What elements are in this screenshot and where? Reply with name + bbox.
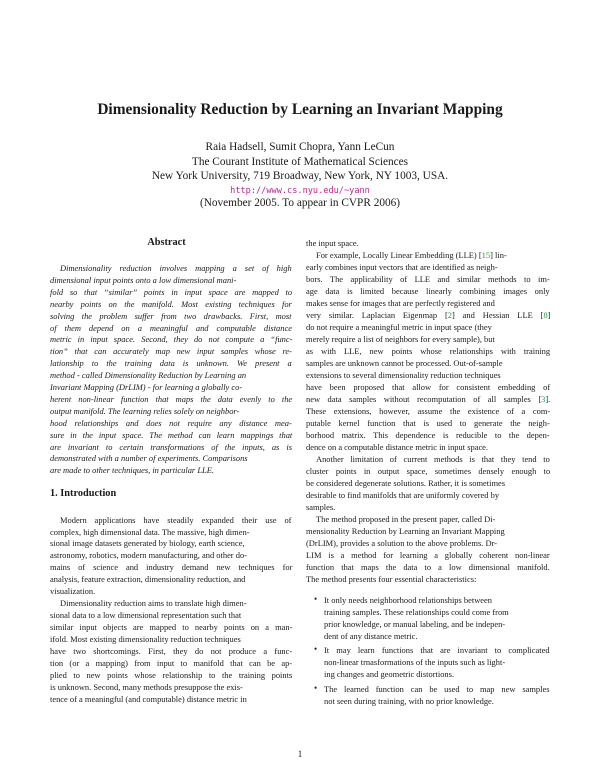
right-line: cluster points in output space, sometimes densely enough to bbox=[306, 466, 551, 476]
abstract-line: tion” that can accurately map new input samples whose re- bbox=[50, 346, 292, 357]
intro-line: have two shortcomings. First, they do not produce a func- bbox=[50, 646, 293, 656]
citation-bracket: ] bbox=[547, 310, 551, 320]
right-line: very similar. Laplacian Eigenmap [2] and Hessian LLE [8] bbox=[306, 310, 551, 320]
right-line: have been proposed that allow for consistent embedding of bbox=[306, 382, 551, 392]
right-line: mensionality Reduction by Learning an Invariant Mapping bbox=[306, 526, 505, 536]
intro-line: tence of a meaningful (and computable) distance metric in bbox=[50, 694, 247, 704]
abstract-line: are invariant to certain transformations of the inputs, as is bbox=[50, 441, 292, 452]
bullet-line: prior knowledge, or manual labeling, and be indepen- bbox=[324, 619, 506, 629]
right-line: LIM is a method for learning a globally coherent non-linear bbox=[306, 550, 550, 560]
intro-line: similar input objects are mapped to nearby points on a man- bbox=[50, 622, 293, 632]
intro-line: is unknown. Second, many methods presuppose the exis- bbox=[50, 682, 243, 692]
abstract-line: output manifold. The learning relies solely on neighbor- bbox=[50, 405, 240, 416]
author-names: Raia Hadsell, Sumit Chopra, Yann LeCun bbox=[205, 141, 395, 153]
intro-line: plied to new points whose relationship to the training points bbox=[50, 670, 293, 680]
abstract-line: lationship to the training data is unknown. We present a bbox=[50, 358, 292, 369]
intro-line: astronomy, robotics, modern manufacturing, and other do- bbox=[50, 550, 247, 560]
right-line: These extensions, however, assume the existence of a com- bbox=[306, 406, 551, 416]
citation-bracket: ]. bbox=[545, 394, 551, 404]
bullet-marker: • bbox=[314, 683, 318, 693]
right-line: the input space. bbox=[306, 238, 359, 248]
intro-line: mains of science and industry demand new techniques for bbox=[50, 562, 293, 572]
citation-link: 3 bbox=[541, 394, 546, 404]
citation-link: 8 bbox=[543, 310, 548, 320]
right-line: samples. bbox=[306, 502, 336, 512]
citation-bracket: ] lin- bbox=[490, 250, 507, 260]
abstract-line: Invariant Mapping (DrLIM) - for learning a globally co- bbox=[50, 382, 243, 392]
bullet-line: dent of any distance metric. bbox=[324, 631, 418, 641]
intro-line: visualization. bbox=[50, 586, 96, 596]
right-line: extensions to several dimensionality reduction techniques bbox=[306, 370, 501, 380]
right-line: makes sense for images that are perfectly registered and bbox=[306, 298, 495, 308]
right-line: (DrLIM), provides a solution to the above problems. Dr- bbox=[306, 538, 498, 548]
citation-bracket: ] and Hessian LLE [ bbox=[452, 310, 544, 320]
right-line: new data samples without recomputation of all samples [3]. bbox=[306, 394, 551, 404]
right-line: samples are unknown cannot be processed. Out-of-sample bbox=[306, 358, 503, 368]
abstract-line: hood relationships and does not require any distance mea- bbox=[50, 417, 292, 428]
abstract-line: fold so that “similar” points in input space are mapped to bbox=[50, 286, 293, 297]
bullet-line: It only needs neighborhood relationships between bbox=[324, 595, 493, 605]
abstract-line: sure in the input space. The method can learn mappings that bbox=[50, 429, 293, 440]
right-line: function that maps the data to a low dimensional manifold. bbox=[306, 562, 550, 572]
intro-heading: 1. Introduction bbox=[50, 488, 117, 499]
bullet-line: not seen during training, with no prior knowledge. bbox=[324, 696, 494, 706]
intro-line: sional data to a low dimensional representation such that bbox=[50, 610, 242, 620]
address: New York University, 719 Broadway, New York, NY 1003, USA. bbox=[151, 170, 449, 182]
bullet-line: ing changes and geometric distortions. bbox=[324, 669, 455, 679]
intro-line: ifold. Most existing dimensionality reduction techniques bbox=[50, 634, 241, 644]
bullet-marker: • bbox=[314, 644, 318, 654]
abstract-line: nearby points on the manifold. Most existing techniques for bbox=[50, 298, 292, 309]
right-line: The method presents four essential characteristics: bbox=[306, 574, 477, 584]
bullet-line: It may learn functions that are invariant to complicated bbox=[324, 645, 550, 655]
author-url[interactable]: http://www.cs.nyu.edu/~yann bbox=[230, 186, 370, 196]
bullet-line: The learned function can be used to map new samples bbox=[324, 684, 550, 694]
abstract-line: solving the problem suffer from two drawbacks. First, most bbox=[50, 310, 292, 321]
intro-line: tion (or a mapping) from input to manifold that can be ap- bbox=[50, 658, 293, 668]
right-line: The method proposed in the present paper, called Di- bbox=[316, 514, 496, 524]
intro-line: sional image datasets generated by biology, earth science, bbox=[50, 538, 245, 548]
right-line: For example, Locally Linear Embedding (LLE) [15] lin- bbox=[316, 250, 507, 260]
institution: The Courant Institute of Mathematical Sciences bbox=[191, 156, 409, 168]
right-line: putable kernel function that is used to generate the neigh- bbox=[306, 418, 550, 428]
page-number: 1 bbox=[297, 749, 303, 759]
intro-line: analysis, feature extraction, dimensionality reduction, and bbox=[50, 574, 246, 584]
right-line: desirable to find manifolds that are uniformly covered by bbox=[306, 490, 500, 500]
right-line: Another limitation of current methods is that they tend to bbox=[316, 454, 550, 464]
abstract-line: method - called Dimensionality Reduction by Learning an bbox=[50, 370, 247, 381]
bullet-line: training samples. These relationships could come from bbox=[324, 607, 509, 617]
abstract-line: Dimensionality reduction involves mapping a set of high bbox=[60, 263, 292, 273]
right-line: age data is limited because linearly combining images only bbox=[306, 286, 550, 296]
abstract-line: metric in input space. Second, they do not compute a “func- bbox=[50, 334, 293, 345]
right-line: dence on a computable distance metric in input space. bbox=[306, 442, 489, 452]
abstract-line: dimensional input points onto a low dimensional mani- bbox=[50, 274, 237, 285]
bullet-marker: • bbox=[314, 594, 318, 604]
right-line: borhood matrix. This dependence is reducible to the depen- bbox=[306, 430, 550, 440]
abstract-line: herent non-linear function that maps the data evenly to the bbox=[50, 393, 293, 404]
intro-line: Dimensionality reduction aims to translate high dimen- bbox=[60, 598, 247, 608]
right-line: bors. The applicability of LLE and similar methods to im- bbox=[306, 274, 550, 284]
intro-line: Modern applications have steadily expanded their use of bbox=[60, 515, 292, 525]
bullet-line: non-linear trnasformations of the inputs such as light- bbox=[324, 657, 506, 667]
citation-link: 2 bbox=[447, 310, 453, 320]
right-line: early combines input vectors that are identified as neigh- bbox=[306, 262, 498, 272]
citation-link: 15 bbox=[481, 250, 491, 260]
abstract-line: are made to other techniques, in particular LLE. bbox=[50, 465, 214, 476]
abstract-heading: Abstract bbox=[147, 237, 186, 248]
right-line: do not require a meaningful metric in input space (they bbox=[306, 322, 492, 332]
intro-line: complex, high dimensional data. The massive, high dimen- bbox=[50, 526, 250, 537]
right-line: merely require a list of neighbors for every sample), but bbox=[306, 334, 495, 344]
abstract-line: of them depend on a meaningful and computable distance bbox=[50, 322, 292, 333]
right-line: be considered degenerate solutions. Rather, it is sometimes bbox=[306, 478, 506, 488]
paper-title: Dimensionality Reduction by Learning an Invariant Mapping bbox=[97, 101, 503, 118]
abstract-line: demonstrated with a number of experiments. Comparisons bbox=[50, 453, 248, 464]
right-line: as with LLE, new points whose relationships with training bbox=[306, 346, 551, 356]
publication-note: (November 2005. To appear in CVPR 2006) bbox=[199, 197, 401, 209]
